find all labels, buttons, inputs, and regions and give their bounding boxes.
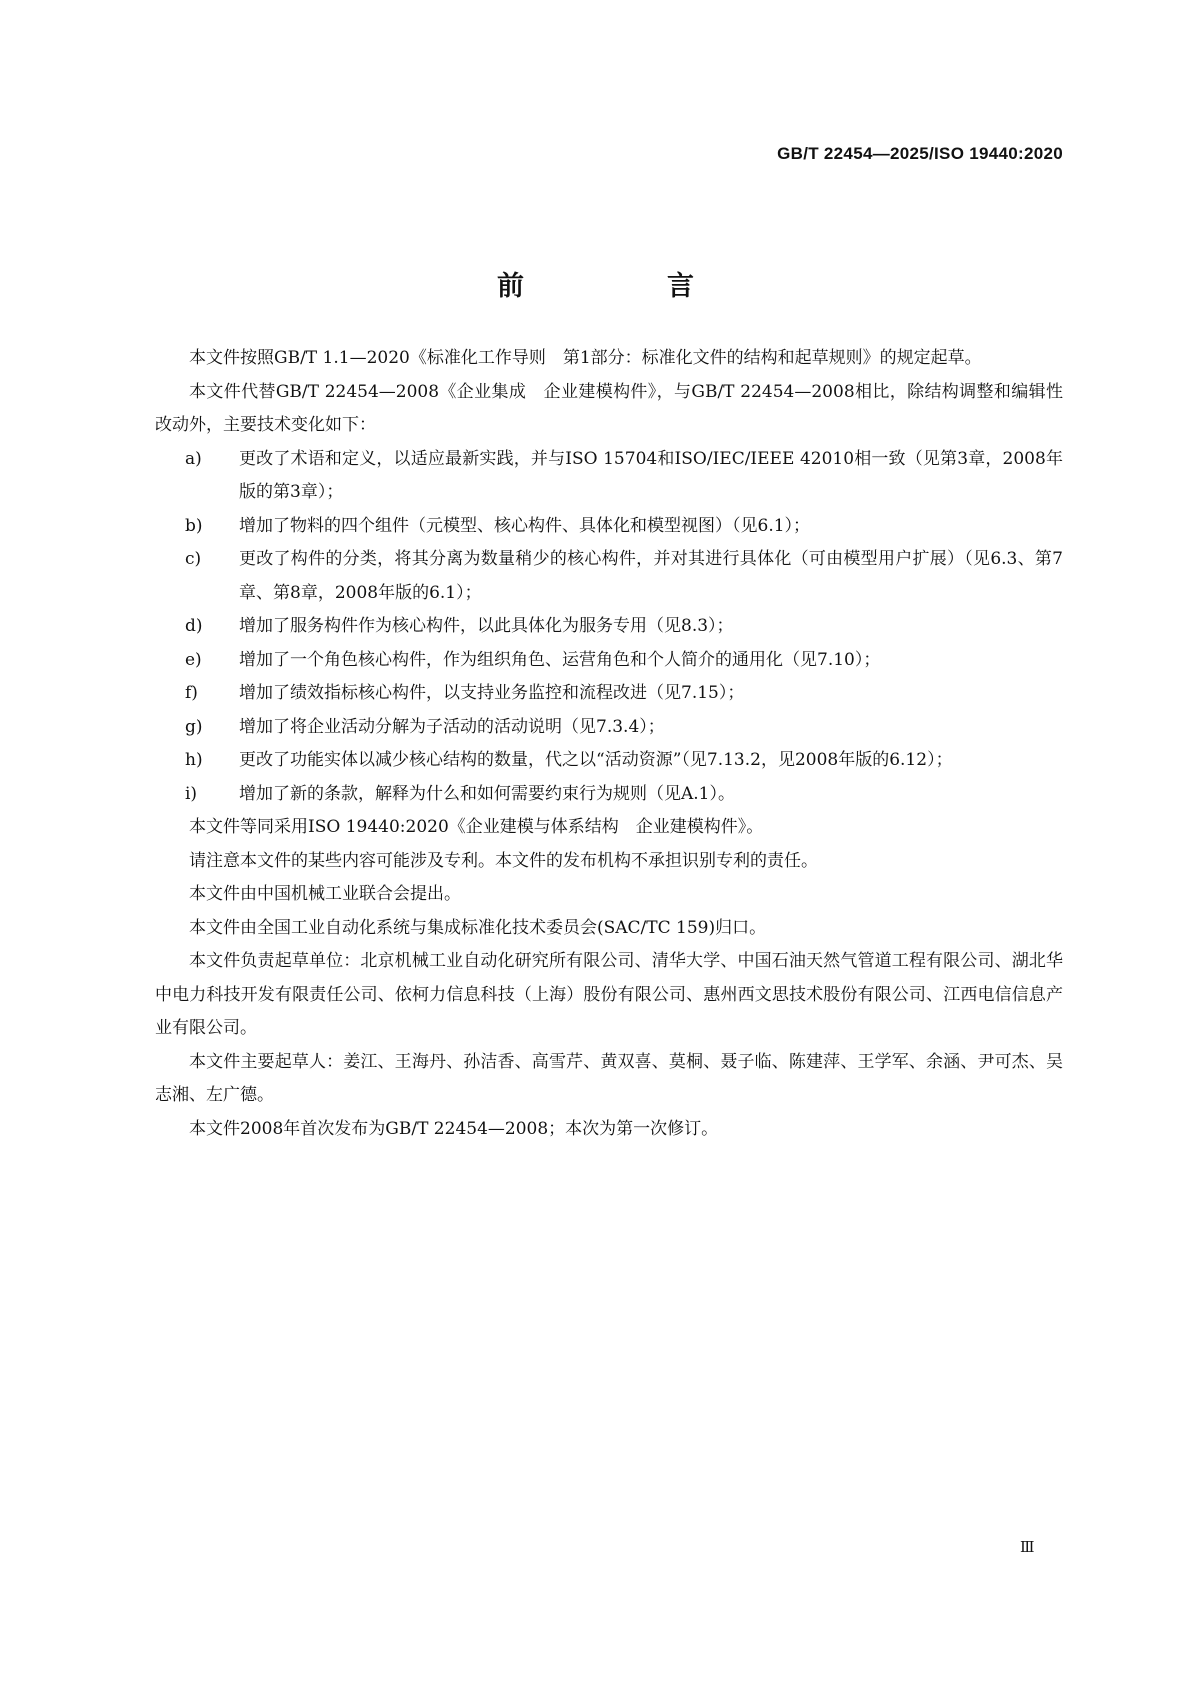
paragraph-proposer: 本文件由中国机械工业联合会提出。 bbox=[189, 884, 461, 904]
list-item bbox=[155, 543, 1063, 610]
list-item-text: 更改了功能实体以减少核心结构的数量，代之以“活动资源”（见7.13.2，见2008年版的6.12）； bbox=[239, 750, 953, 770]
list-item-mark: d) bbox=[185, 616, 203, 636]
list-item bbox=[155, 677, 1063, 711]
list-item-mark: g) bbox=[185, 716, 203, 737]
paragraph-drafters: 本文件主要起草人：姜江、王海丹、孙洁香、高雪芹、黄双喜、莫桐、聂子临、陈建萍、王学军、余涵、尹可杰、吴志湘、左广德。 bbox=[155, 1051, 1063, 1105]
list-item-text: 更改了术语和定义，以适应最新实践，并与ISO 15704和ISO/IEC/IEEE 42010相一致（见第3章，2008年版的第3章）； bbox=[239, 448, 1063, 502]
list-item-mark: c) bbox=[185, 549, 202, 569]
paragraph-adoption: 本文件等同采用ISO 19440:2020《企业建模与体系结构 企业建模构件》。 bbox=[189, 817, 764, 837]
list-item-text: 增加了绩效指标核心构件，以支持业务监控和流程改进（见7.15）； bbox=[239, 683, 745, 703]
list-item-text: 增加了将企业活动分解为子活动的活动说明（见7.3.4）； bbox=[239, 716, 665, 737]
list-item-text: 增加了一个角色核心构件，作为组织角色、运营角色和个人简介的通用化（见7.10）； bbox=[239, 649, 881, 670]
paragraph-replacement: 本文件代替GB/T 22454—2008《企业集成 企业建模构件》，与GB/T 22454—2008相比，除结构调整和编辑性改动外，主要技术变化如下： bbox=[155, 381, 1063, 435]
list-item-text: 增加了物料的四个组件（元模型、核心构件、具体化和模型视图）（见6.1）； bbox=[239, 515, 811, 536]
list-item-text: 增加了新的条款，解释为什么和如何需要约束行为规则（见A.1）。 bbox=[239, 783, 735, 804]
list-item-mark: f) bbox=[185, 683, 198, 703]
list-item bbox=[155, 711, 1063, 745]
paragraph-patent-notice: 请注意本文件的某些内容可能涉及专利。本文件的发布机构不承担识别专利的责任。 bbox=[189, 850, 818, 871]
changes-list bbox=[155, 443, 1063, 812]
paragraph-committee: 本文件由全国工业自动化系统与集成标准化技术委员会(SAC/TC 159)归口。 bbox=[189, 917, 767, 938]
list-item-text: 增加了服务构件作为核心构件，以此具体化为服务专用（见8.3）； bbox=[239, 616, 734, 636]
list-item-mark: a) bbox=[185, 448, 202, 469]
list-item bbox=[155, 510, 1063, 544]
list-item-mark: b) bbox=[185, 515, 203, 536]
paragraph-drafting-rules: 本文件按照GB/T 1.1—2020《标准化工作导则 第1部分：标准化文件的结构和起草规则》的规定起草。 bbox=[189, 348, 982, 368]
list-item bbox=[155, 644, 1063, 678]
list-item bbox=[155, 443, 1063, 510]
foreword-body bbox=[155, 342, 1063, 1146]
paragraph-revision-history: 本文件2008年首次发布为GB/T 22454—2008；本次为第一次修订。 bbox=[189, 1118, 719, 1139]
list-item-mark: e) bbox=[185, 649, 202, 670]
standard-code-header: GB/T 22454—2025/ISO 19440:2020 bbox=[777, 144, 1063, 163]
list-item bbox=[155, 744, 1063, 778]
page-number: Ⅲ bbox=[1020, 1538, 1035, 1556]
list-item bbox=[155, 610, 1063, 644]
list-item-mark: h) bbox=[185, 750, 203, 770]
list-item bbox=[155, 778, 1063, 812]
paragraph-drafting-units: 本文件负责起草单位：北京机械工业自动化研究所有限公司、清华大学、中国石油天然气管道工程有限公司、湖北华中电力科技开发有限责任公司、依柯力信息科技（上海）股份有限公司、惠州西文思技术股份有限公司、江西电信信息产业有限公司。 bbox=[155, 951, 1063, 1038]
list-item-text: 更改了构件的分类，将其分离为数量稍少的核心构件，并对其进行具体化（可由模型用户扩展）（见6.3、第7章、第8章，2008年版的6.1）； bbox=[239, 549, 1063, 603]
list-item-mark: i) bbox=[185, 783, 198, 804]
page-title: 前 言 bbox=[497, 271, 752, 303]
